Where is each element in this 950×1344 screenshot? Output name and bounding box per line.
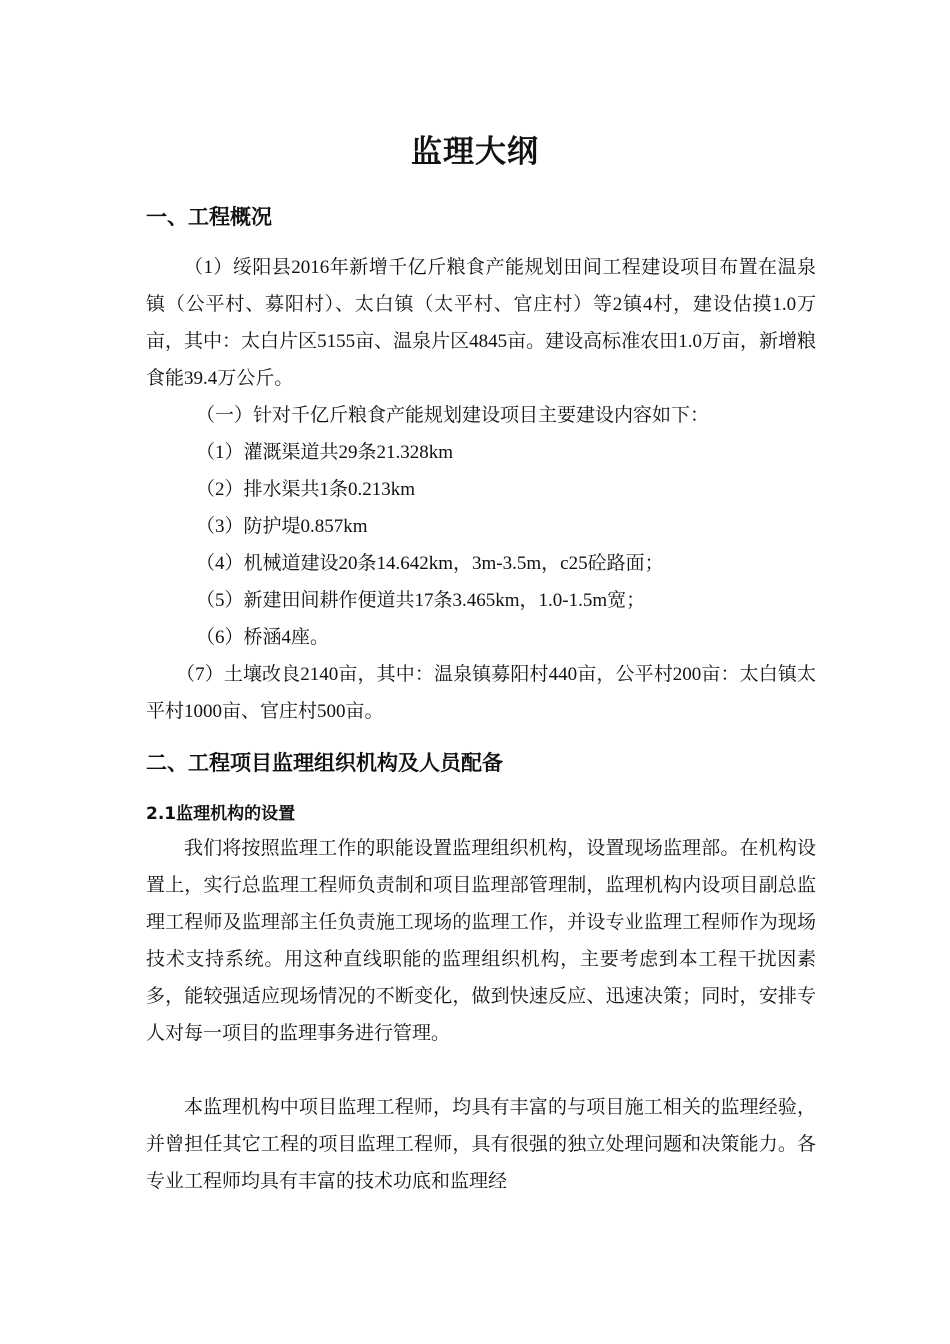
list-item: （4）机械道建设20条14.642km，3m-3.5m，c25砼路面； [196,553,664,574]
overview-paragraph: （1）绥阳县2016年新增千亿斤粮食产能规划田间工程建设项目布置在温泉镇（公平村、募阳村）、太白镇（太平村、官庄村）等2镇4村，建设估摸1.0万亩，其中：太白片区5155亩、温泉片区4845亩。建设高标准农田1.0万亩，新增粮食能39.4万公斤。 [146,257,816,389]
section-heading-overview: 一、工程概况 [146,205,272,229]
organization-paragraph: 我们将按照监理工作的职能设置监理组织机构，设置现场监理部。在机构设置上，实行总监理工程师负责制和项目监理部管理制，监理机构内设项目副总监理工程师及监理部主任负责施工现场的监理工作，并设专业监理工程师作为现场技术支持系统。用这种直线职能的监理组织机构，主要考虑到本工程干扰因素多，能较强适应现场情况的不断变化，做到快速反应、迅速决策；同时，安排专人对每一项目的监理事务进行管理。 [146,838,816,1044]
list-item: （1）灌溉渠道共29条21.328km [196,442,454,463]
content-intro-line: （一）针对千亿斤粮食产能规划建设项目主要建设内容如下： [196,405,710,426]
list-item: （5）新建田间耕作便道共17条3.465km，1.0-1.5m宽； [196,590,646,611]
engineer-paragraph: 本监理机构中项目监理工程师，均具有丰富的与项目施工相关的监理经验，并曾担任其它工程的项目监理工程师，具有很强的独立处理问题和决策能力。各专业工程师均具有丰富的技术功底和监理经 [146,1097,816,1192]
document-title: 监理大纲 [411,134,539,170]
subsection-heading: 2.1监理机构的设置 [146,804,296,824]
list-item: （6）桥涵4座。 [196,627,330,648]
soil-improvement-paragraph: （7）土壤改良2140亩，其中：温泉镇募阳村440亩，公平村200亩：太白镇太平村1000亩、官庄村500亩。 [146,664,816,722]
list-item: （3）防护堤0.857km [196,516,368,537]
section-heading-organization: 二、工程项目监理组织机构及人员配备 [146,751,503,775]
list-item: （2）排水渠共1条0.213km [196,479,416,500]
